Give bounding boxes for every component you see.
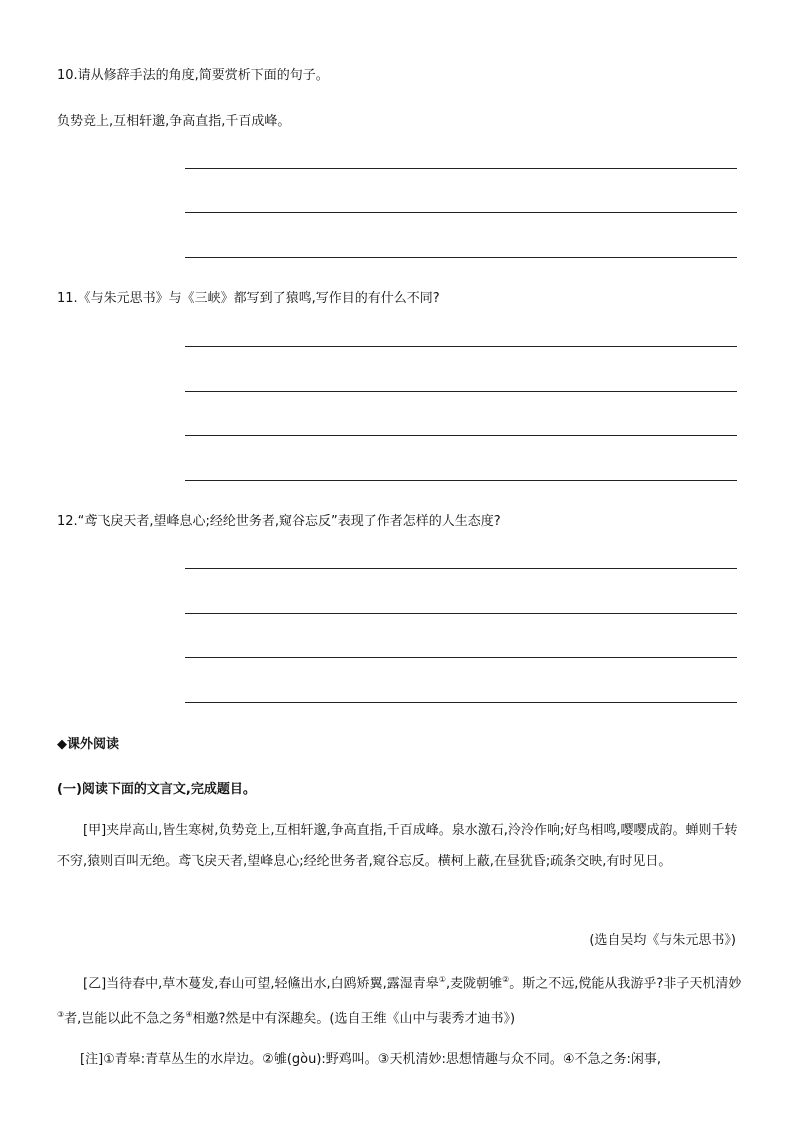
footnote-mark: ④ <box>185 1010 193 1020</box>
passage-a-text: [甲]夹岸高山,皆生寒树,负势竞上,互相轩邈,争高直指,千百成峰。泉水激石,泠泠作响;好鸟相鸣,嘤嘤成韵。蝉则千转不穷,猿则百叫无绝。鸢飞戾天者,望峰息心;经纶世务者,窥谷忘反。横柯上蔽,在昼犹昏;疏条交映,有时见日。 <box>57 823 738 869</box>
footnote-mark: ① <box>438 975 446 984</box>
answer-line[interactable] <box>185 257 737 258</box>
notes: [注]①青皋:青草丛生的水岸边。②雊(gòu):野鸡叫。③天机清妙:思想情趣与众不同。④不急之务:闲事, <box>80 1052 662 1067</box>
answer-line[interactable] <box>185 168 737 169</box>
question-11-prompt: 11.《与朱元思书》与《三峡》都写到了猿鸣,写作目的有什么不同? <box>57 291 440 306</box>
footnote-mark: ③ <box>57 1010 65 1020</box>
answer-line[interactable] <box>185 613 737 614</box>
answer-line[interactable] <box>185 435 737 436</box>
question-10-sentence: 负势竞上,互相轩邈,争高直指,千百成峰。 <box>57 114 291 129</box>
question-12-prompt: 12.“鸢飞戾天者,望峰息心;经纶世务者,窥谷忘反”表现了作者怎样的人生态度? <box>57 514 501 529</box>
answer-line[interactable] <box>185 702 737 703</box>
answer-line[interactable] <box>185 346 737 347</box>
answer-line[interactable] <box>185 480 737 481</box>
question-10-prompt: 10.请从修辞手法的角度,简要赏析下面的句子。 <box>57 68 329 83</box>
section-subheading: (一)阅读下面的文言文,完成题目。 <box>57 782 256 797</box>
answer-line[interactable] <box>185 568 737 569</box>
section-heading: ◆课外阅读 <box>57 737 119 752</box>
answer-line[interactable] <box>185 391 737 392</box>
answer-line[interactable] <box>185 212 737 213</box>
footnote-mark: ② <box>502 975 510 984</box>
passage-b-text: [乙]当待春中,草木蔓发,春山可望,轻鯈出水,白鸥矫翼,露湿青皋①,麦陇朝雊②。斯之不远,傥能从我游乎?非子天机清妙③者,岂能以此不急之务④相邀?然是中有深趣矣。(选自王维《山中与裴秀才迪书》) <box>57 975 742 1027</box>
passage-a-source: (选自吴均《与朱元思书》) <box>589 933 736 948</box>
answer-line[interactable] <box>185 657 737 658</box>
